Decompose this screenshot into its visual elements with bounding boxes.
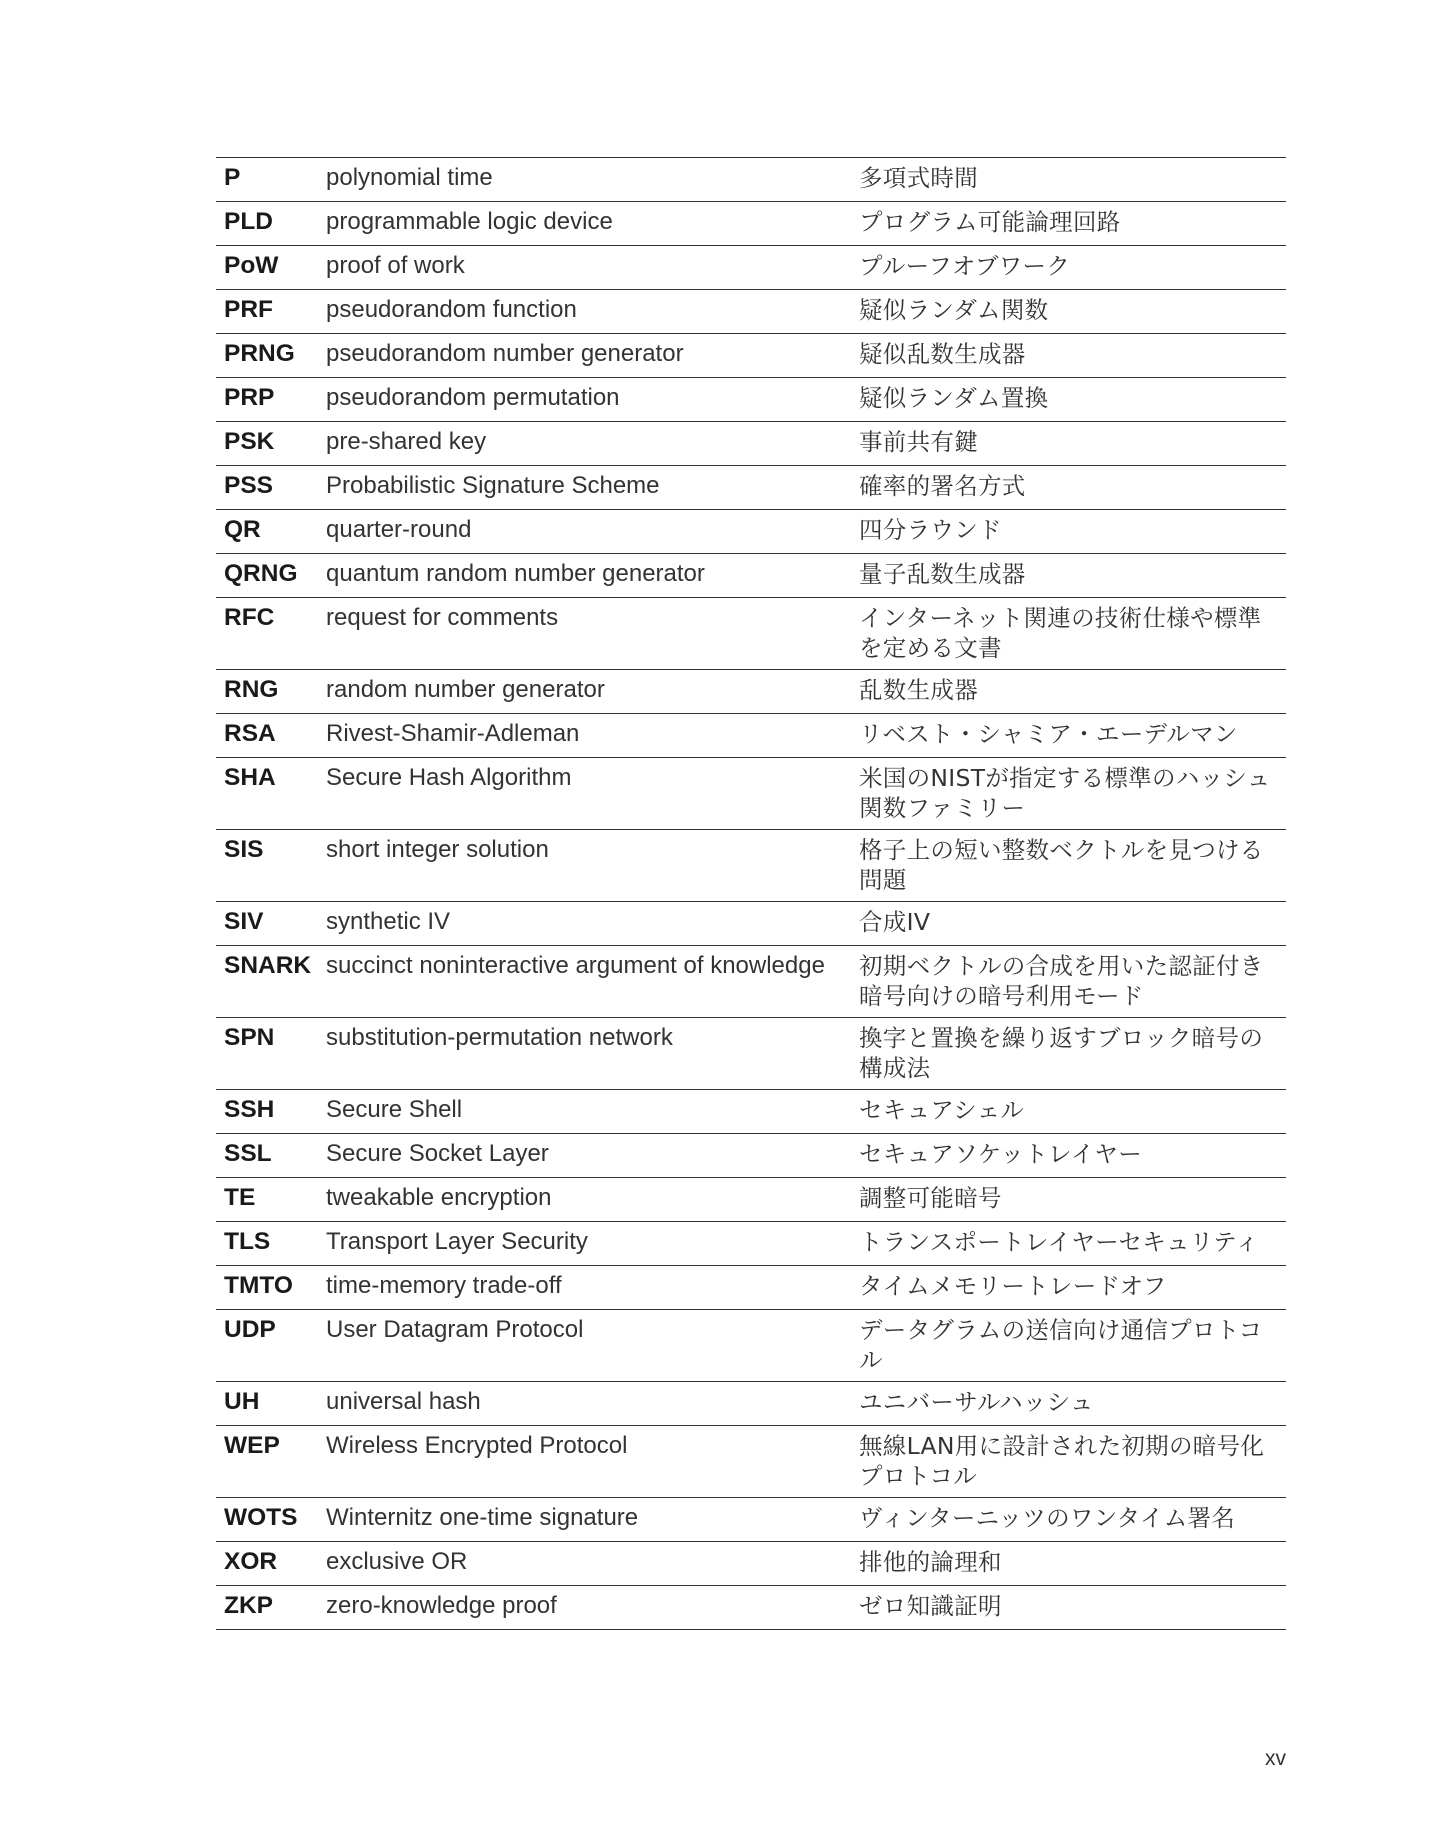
japanese-term-cell: タイムメモリートレードオフ xyxy=(859,1272,1167,1300)
japanese-term-cell: 量子乱数生成器 xyxy=(859,560,1026,588)
abbreviation-cell: WOTS xyxy=(224,1504,298,1531)
table-row xyxy=(216,1310,1286,1382)
english-term-cell: Secure Socket Layer xyxy=(326,1140,549,1167)
english-term-cell: request for comments xyxy=(326,604,559,631)
abbreviation-cell: QRNG xyxy=(224,560,298,587)
abbreviation-cell: SHA xyxy=(224,764,276,791)
english-term-cell: Wireless Encrypted Protocol xyxy=(326,1432,628,1459)
abbreviation-cell: SNARK xyxy=(224,952,312,979)
english-term-cell: polynomial time xyxy=(326,164,493,191)
japanese-term-cell: トランスポートレイヤーセキュリティ xyxy=(859,1228,1259,1256)
table-row xyxy=(216,1178,1286,1222)
english-term-cell: substitution-permutation network xyxy=(326,1024,673,1051)
table-row xyxy=(216,1018,1286,1090)
table-row xyxy=(216,598,1286,670)
japanese-term-cell: 格子上の短い整数ベクトルを見つける問題 xyxy=(859,836,1264,894)
english-term-cell: pre-shared key xyxy=(326,428,487,455)
japanese-term-cell: 合成IV xyxy=(859,908,931,936)
japanese-term-cell: 初期ベクトルの合成を用いた認証付き暗号向けの暗号利用モード xyxy=(859,952,1264,1010)
english-term-cell: quantum random number generator xyxy=(326,560,705,587)
english-term-cell: Secure Hash Algorithm xyxy=(326,764,572,791)
abbreviation-cell: PSS xyxy=(224,472,274,499)
abbreviation-cell: UDP xyxy=(224,1316,276,1343)
abbreviation-table-body xyxy=(216,158,1286,1630)
table-row xyxy=(216,466,1286,510)
abbreviation-cell: TMTO xyxy=(224,1272,293,1299)
japanese-term-cell: 無線LAN用に設計された初期の暗号化プロトコル xyxy=(859,1432,1265,1490)
abbreviation-cell: QR xyxy=(224,516,261,543)
english-term-cell: synthetic IV xyxy=(326,908,451,935)
english-term-cell: universal hash xyxy=(326,1388,481,1415)
table-row xyxy=(216,1222,1286,1266)
japanese-term-cell: プログラム可能論理回路 xyxy=(859,208,1121,236)
japanese-term-cell: 疑似乱数生成器 xyxy=(859,340,1026,368)
abbreviation-cell: SIV xyxy=(224,908,264,935)
english-term-cell: proof of work xyxy=(326,252,465,279)
english-term-cell: Rivest-Shamir-Adleman xyxy=(326,720,580,747)
english-term-cell: short integer solution xyxy=(326,836,549,863)
english-term-cell: User Datagram Protocol xyxy=(326,1316,584,1343)
japanese-term-cell: 調整可能暗号 xyxy=(859,1184,1002,1212)
table-row xyxy=(216,1134,1286,1178)
page-number: xv xyxy=(1265,1747,1286,1770)
abbreviation-cell: XOR xyxy=(224,1548,278,1575)
japanese-term-cell: データグラムの送信向け通信プロトコル xyxy=(859,1316,1263,1374)
abbreviation-cell: UH xyxy=(224,1388,260,1415)
english-term-cell: random number generator xyxy=(326,676,605,703)
table-row xyxy=(216,830,1286,902)
abbreviation-cell: PRF xyxy=(224,296,273,323)
abbreviation-cell: PRNG xyxy=(224,340,295,367)
japanese-term-cell: 四分ラウンド xyxy=(859,516,1002,544)
japanese-term-cell: 排他的論理和 xyxy=(859,1548,1002,1576)
japanese-term-cell: 米国のNISTが指定する標準のハッシュ関数ファミリー xyxy=(859,764,1271,822)
english-term-cell: pseudorandom number generator xyxy=(326,340,684,367)
japanese-term-cell: 疑似ランダム関数 xyxy=(859,296,1049,324)
english-term-cell: Winternitz one-time signature xyxy=(326,1504,639,1531)
japanese-term-cell: プルーフオブワーク xyxy=(859,252,1071,280)
table-row xyxy=(216,1426,1286,1498)
abbreviation-cell: PoW xyxy=(224,252,279,279)
japanese-term-cell: ヴィンターニッツのワンタイム署名 xyxy=(859,1504,1236,1532)
abbreviation-cell: PLD xyxy=(224,208,273,235)
japanese-term-cell: 乱数生成器 xyxy=(859,676,978,704)
glossary-table-container xyxy=(216,157,1286,1630)
abbreviation-cell: SSH xyxy=(224,1096,275,1123)
abbreviation-cell: SIS xyxy=(224,836,264,863)
abbreviation-cell: PSK xyxy=(224,428,275,455)
japanese-term-cell: 換字と置換を繰り返すブロック暗号の構成法 xyxy=(859,1024,1264,1082)
table-row xyxy=(216,422,1286,466)
english-term-cell: pseudorandom permutation xyxy=(326,384,620,411)
table-row xyxy=(216,758,1286,830)
english-term-cell: zero-knowledge proof xyxy=(326,1592,557,1619)
table-row xyxy=(216,1266,1286,1310)
abbreviation-cell: RSA xyxy=(224,720,276,747)
table-row xyxy=(216,554,1286,598)
table-row xyxy=(216,946,1286,1018)
english-term-cell: Secure Shell xyxy=(326,1096,463,1123)
table-row xyxy=(216,1382,1286,1426)
abbreviation-cell: RNG xyxy=(224,676,279,703)
abbreviation-cell: P xyxy=(224,164,241,191)
abbreviation-cell: ZKP xyxy=(224,1592,273,1619)
table-row xyxy=(216,378,1286,422)
english-term-cell: succinct noninteractive argument of knowledge xyxy=(326,952,825,979)
table-row xyxy=(216,670,1286,714)
table-row xyxy=(216,1542,1286,1586)
japanese-term-cell: ユニバーサルハッシュ xyxy=(859,1388,1094,1416)
abbreviation-cell: TLS xyxy=(224,1228,271,1255)
abbreviation-table xyxy=(216,157,1286,1630)
abbreviation-cell: TE xyxy=(224,1184,256,1211)
english-term-cell: Transport Layer Security xyxy=(326,1228,588,1255)
japanese-term-cell: 事前共有鍵 xyxy=(859,428,978,456)
abbreviation-cell: PRP xyxy=(224,384,275,411)
english-term-cell: tweakable encryption xyxy=(326,1184,552,1211)
english-term-cell: programmable logic device xyxy=(326,208,613,235)
table-row xyxy=(216,1090,1286,1134)
table-row xyxy=(216,1586,1286,1630)
abbreviation-cell: SPN xyxy=(224,1024,275,1051)
english-term-cell: Probabilistic Signature Scheme xyxy=(326,472,660,499)
table-row xyxy=(216,714,1286,758)
table-row xyxy=(216,290,1286,334)
table-row xyxy=(216,202,1286,246)
table-row xyxy=(216,158,1286,202)
table-row xyxy=(216,246,1286,290)
japanese-term-cell: 確率的署名方式 xyxy=(859,472,1026,500)
japanese-term-cell: セキュアソケットレイヤー xyxy=(859,1140,1143,1168)
japanese-term-cell: セキュアシェル xyxy=(859,1096,1025,1124)
english-term-cell: exclusive OR xyxy=(326,1548,468,1575)
japanese-term-cell: インターネット関連の技術仕様や標準を定める文書 xyxy=(859,604,1262,662)
japanese-term-cell: ゼロ知識証明 xyxy=(859,1592,1002,1620)
table-row xyxy=(216,902,1286,946)
japanese-term-cell: 多項式時間 xyxy=(859,164,978,192)
english-term-cell: quarter-round xyxy=(326,516,472,543)
abbreviation-cell: WEP xyxy=(224,1432,280,1459)
table-row xyxy=(216,1498,1286,1542)
table-row xyxy=(216,510,1286,554)
japanese-term-cell: リベスト・シャミア・エーデルマン xyxy=(859,720,1238,748)
abbreviation-cell: RFC xyxy=(224,604,275,631)
english-term-cell: time-memory trade-off xyxy=(326,1272,562,1299)
japanese-term-cell: 疑似ランダム置換 xyxy=(859,384,1049,412)
table-row xyxy=(216,334,1286,378)
abbreviation-cell: SSL xyxy=(224,1140,272,1167)
english-term-cell: pseudorandom function xyxy=(326,296,577,323)
